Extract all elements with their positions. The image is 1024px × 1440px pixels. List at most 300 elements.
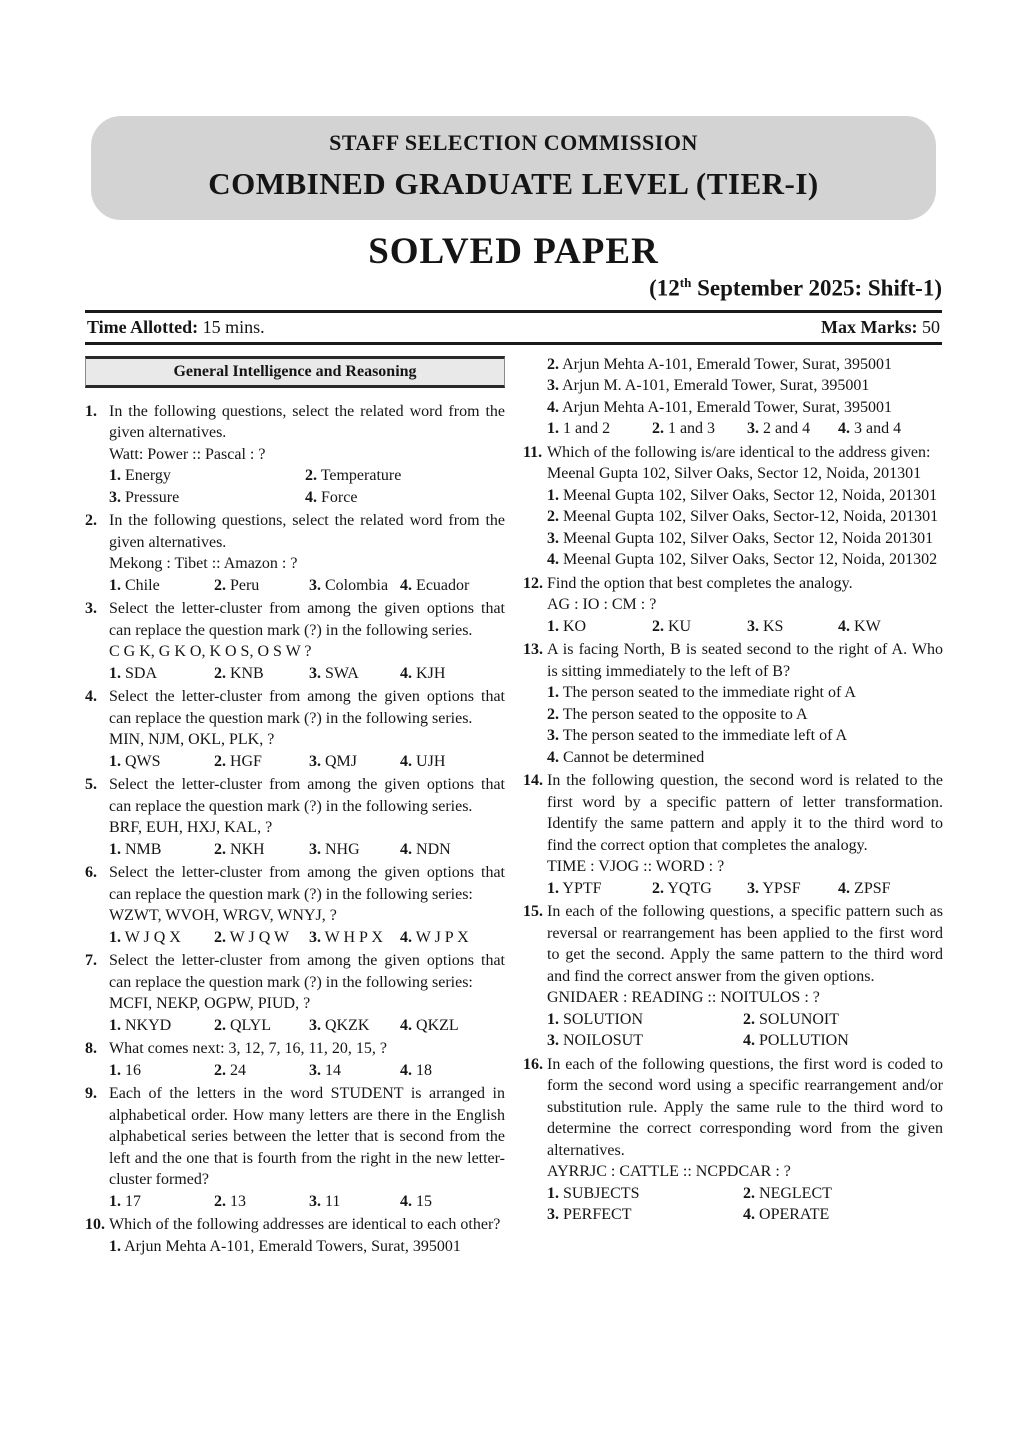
option-label: NMB [121, 840, 162, 858]
options-row [109, 663, 505, 685]
option [309, 663, 400, 685]
option [309, 751, 400, 773]
option-number: 2. [651, 617, 664, 635]
question-body [109, 862, 505, 948]
option-number: 1. [547, 420, 559, 438]
option-number: 2. [547, 508, 559, 526]
question-number [523, 354, 547, 440]
option-label: KNB [225, 664, 264, 682]
option-number: 3. [308, 1061, 321, 1079]
option-label: Temperature [317, 467, 402, 485]
exam-date [85, 275, 942, 302]
option-label: 13 [225, 1192, 246, 1210]
question-text: A is facing North, B is seated second to the right of A. Who is sitting immediately to the left of B? [547, 641, 943, 680]
option [838, 418, 943, 440]
question-stem: Meenal Gupta 102, Silver Oaks, Sector 12, Noida, 201301 [547, 465, 922, 483]
option-number: 4. [547, 398, 559, 416]
option-label: NHG [320, 840, 360, 858]
section-header: General Intelligence and Reasoning [85, 356, 505, 388]
option-number: 4. [400, 664, 413, 682]
question-text: Find the option that best completes the analogy. [547, 574, 853, 592]
option: 2. Arjun Mehta A-101, Emerald Tower, Surat, 395001 [547, 355, 892, 373]
option-label: YQTG [663, 879, 712, 897]
left-column [85, 354, 505, 1260]
options-row [547, 1183, 943, 1226]
time-allotted-label: Time Allotted: [87, 316, 199, 337]
option-number: 2. [213, 1061, 226, 1079]
option [743, 1030, 943, 1052]
question [85, 1038, 505, 1081]
option [109, 751, 214, 773]
right-column [523, 354, 943, 1260]
option-label: NDN [412, 840, 451, 858]
option [547, 1009, 743, 1031]
question-number: 16. [523, 1055, 543, 1073]
question-body [547, 573, 943, 638]
question [85, 1214, 505, 1257]
option [214, 663, 309, 685]
option-number: 2. [547, 355, 559, 373]
question-stem: WZWT, WVOH, WRGV, WNYJ, ? [109, 907, 337, 925]
option-label: QKZL [412, 1016, 459, 1034]
question [85, 598, 505, 684]
option-number: 1. [109, 1237, 121, 1255]
option-label: YPTF [559, 879, 602, 897]
question-number: 8. [85, 1040, 97, 1058]
question-body [109, 1214, 505, 1257]
option [309, 1060, 400, 1082]
option [400, 839, 505, 861]
options-row [109, 1060, 505, 1082]
option-label: Chile [121, 576, 160, 594]
page-content [0, 116, 1024, 1259]
question [85, 950, 505, 1036]
option-label: 1 and 3 [663, 420, 716, 438]
question-body [547, 770, 943, 899]
option-label: W J Q X [121, 928, 181, 946]
option [400, 1191, 505, 1213]
question [523, 354, 943, 440]
option [747, 418, 838, 440]
option-label: 24 [225, 1061, 246, 1079]
option-label: 16 [121, 1061, 141, 1079]
question-stem: Mekong : Tibet :: Amazon : ? [109, 555, 298, 573]
option-number: 2. [213, 752, 226, 770]
option [109, 927, 214, 949]
option [652, 616, 747, 638]
question-stem: TIME : VJOG :: WORD : ? [547, 858, 725, 876]
question-number: 14. [523, 772, 543, 790]
option [309, 1015, 400, 1037]
question-body [109, 950, 505, 1036]
option [109, 575, 214, 597]
option-label: NKH [225, 840, 265, 858]
question-number: 2. [85, 512, 97, 530]
option [838, 616, 943, 638]
question-number: 4. [85, 688, 97, 706]
header-banner [91, 116, 936, 220]
option-number: 3. [547, 727, 559, 745]
question-number: 12. [523, 574, 543, 592]
option-label: NOILOSUT [559, 1032, 643, 1050]
option-number: 2. [651, 420, 664, 438]
question-text: Which of the following addresses are identical to each other? [109, 1216, 501, 1234]
option: 3. Meenal Gupta 102, Silver Oaks, Sector 12, Noida 201301 [547, 529, 934, 547]
question-number: 7. [85, 952, 97, 970]
option: 1. Arjun Mehta A-101, Emerald Towers, Surat, 395001 [109, 1237, 461, 1255]
options-row [547, 1009, 943, 1052]
option-label: SOLUNOIT [755, 1010, 840, 1028]
option-label: HGF [225, 752, 262, 770]
option [109, 839, 214, 861]
option-number: 4. [305, 488, 318, 506]
question-body [109, 774, 505, 860]
option-label: ZPSF [850, 879, 891, 897]
option-label: SUBJECTS [559, 1184, 640, 1202]
option-number: 2. [213, 840, 226, 858]
question-text: Select the letter-cluster from among the given options that can replace the question mark (?) in the following series: [109, 864, 505, 903]
question-text: In each of the following questions, a specific pattern such as reversal or rearrangement has been applied to the first word to get the second. Apply the same pattern to the third word and find the correct answer from the given options. [547, 903, 943, 985]
question [523, 639, 943, 768]
question-stem: AYRRJC : CATTLE :: NCPDCAR : ? [547, 1163, 791, 1181]
option-number: 4. [547, 748, 559, 766]
option-label: 14 [320, 1061, 341, 1079]
option: 4. Cannot be determined [547, 748, 705, 766]
option [305, 465, 505, 487]
option-label: NEGLECT [755, 1184, 832, 1202]
option-number: 1. [547, 486, 559, 504]
option-number: 2. [743, 1010, 756, 1028]
option-label: OPERATE [755, 1206, 830, 1224]
option-number: 1. [109, 1061, 121, 1079]
option-label: QKZK [320, 1016, 370, 1034]
option-number: 2. [213, 928, 226, 946]
two-column-body [85, 354, 942, 1260]
option-number: 4. [838, 879, 851, 897]
question [523, 901, 943, 1052]
option-number: 4. [400, 576, 413, 594]
question-body [547, 354, 943, 440]
option-number: 3. [746, 617, 759, 635]
option-number: 4. [400, 1061, 413, 1079]
option-label: 1 and 2 [559, 420, 611, 438]
option-number: 4. [547, 551, 559, 569]
option [547, 1183, 743, 1205]
question-body [109, 1038, 505, 1081]
option [214, 751, 309, 773]
question [85, 862, 505, 948]
question-text: Select the letter-cluster from among the given options that can replace the question mark (?) in the following series. [109, 600, 505, 639]
option [400, 751, 505, 773]
option: 2. The person seated to the opposite to A [547, 705, 808, 723]
question-number: 10. [85, 1216, 105, 1234]
option-label: KU [663, 617, 692, 635]
question-stem: AG : IO : CM : ? [547, 596, 657, 614]
options-row [109, 465, 505, 508]
question-body [109, 401, 505, 509]
option [109, 1191, 214, 1213]
question-text: What comes next: 3, 12, 7, 16, 11, 20, 15, ? [109, 1040, 388, 1058]
option-number: 3. [308, 928, 321, 946]
option-label: 17 [121, 1192, 141, 1210]
option [743, 1009, 943, 1031]
option [214, 1015, 309, 1037]
max-marks-label: Max Marks: [821, 316, 918, 337]
option: 4. Arjun Mehta A-101, Emerald Tower, Surat, 395001 [547, 398, 892, 416]
option [652, 878, 747, 900]
option-label: W J P X [412, 928, 469, 946]
question-stem: GNIDAER : READING :: NOITULOS : ? [547, 989, 820, 1007]
option [547, 418, 652, 440]
option: 1. Meenal Gupta 102, Silver Oaks, Sector 12, Noida, 201301 [547, 486, 938, 504]
question [523, 770, 943, 899]
option-number: 3. [308, 1192, 321, 1210]
option-number: 1. [547, 617, 559, 635]
option-number: 1. [547, 684, 559, 702]
option-number: 4. [400, 1192, 413, 1210]
option [400, 927, 505, 949]
option [838, 878, 943, 900]
option-label: Pressure [121, 488, 180, 506]
option: 4. Meenal Gupta 102, Silver Oaks, Sector 12, Noida, 201302 [547, 551, 938, 569]
option [309, 575, 400, 597]
question-number: 9. [85, 1085, 97, 1103]
option-label: 15 [412, 1192, 433, 1210]
option-number: 3. [746, 879, 759, 897]
option-number: 3. [308, 752, 321, 770]
option-label: KS [758, 617, 784, 635]
option-label: QLYL [225, 1016, 271, 1034]
option-label: QMJ [320, 752, 357, 770]
options-row [109, 575, 505, 597]
question-text: In the following questions, select the related word from the given alternatives. [109, 512, 505, 551]
option-number: 3. [308, 664, 321, 682]
organization-title: STAFF SELECTION COMMISSION [329, 130, 698, 155]
option-label: POLLUTION [755, 1032, 849, 1050]
option [214, 927, 309, 949]
question-text: Which of the following is/are identical to the address given: [547, 443, 931, 461]
question [523, 442, 943, 571]
question [523, 1054, 943, 1226]
option-number: 2. [213, 1192, 226, 1210]
question-text: In the following question, the second word is related to the first word by a specific pattern of letter transformation. Identify the same pattern and apply it to the third word to find the correct option that completes the analogy. [547, 772, 943, 854]
option [305, 487, 505, 509]
question [85, 510, 505, 596]
option-label: KO [559, 617, 587, 635]
option-number: 1. [547, 879, 559, 897]
option-number: 1. [109, 1192, 121, 1210]
question [85, 686, 505, 772]
option-label: PERFECT [559, 1206, 632, 1224]
question-number: 3. [85, 600, 97, 618]
option-number: 3. [547, 1206, 559, 1224]
option [400, 1015, 505, 1037]
options-row [109, 1015, 505, 1037]
question [85, 1083, 505, 1212]
option-number: 4. [838, 617, 851, 635]
option [109, 1015, 214, 1037]
option [652, 418, 747, 440]
question-text: Select the letter-cluster from among the given options that can replace the question mark (?) in the following series: [109, 952, 505, 991]
option-number: 2. [213, 664, 226, 682]
question-stem: Watt: Power :: Pascal : ? [109, 445, 266, 463]
option-label: SOLUTION [559, 1010, 643, 1028]
option-number: 4. [838, 420, 851, 438]
option-number: 1. [109, 928, 121, 946]
date-ordinal: th [679, 275, 692, 290]
option [743, 1183, 943, 1205]
option-label: KJH [412, 664, 446, 682]
option-label: Peru [225, 576, 260, 594]
option-label: SWA [320, 664, 359, 682]
option-number: 1. [109, 752, 121, 770]
question [85, 774, 505, 860]
option-label: YPSF [758, 879, 801, 897]
option-number: 1. [109, 664, 121, 682]
option-label: QWS [121, 752, 161, 770]
option [109, 663, 214, 685]
option [747, 616, 838, 638]
option: 2. Meenal Gupta 102, Silver Oaks, Sector-12, Noida, 201301 [547, 508, 939, 526]
time-allotted [87, 317, 265, 338]
option-number: 2. [743, 1184, 756, 1202]
question-body [547, 1054, 943, 1226]
option [547, 1204, 743, 1226]
options-row [109, 927, 505, 949]
option-number: 4. [400, 840, 413, 858]
question-number: 5. [85, 776, 97, 794]
option-label: W J Q W [225, 928, 290, 946]
max-marks-value: 50 [917, 316, 940, 337]
question-body [109, 510, 505, 596]
option [214, 1191, 309, 1213]
question-text: Select the letter-cluster from among the given options that can replace the question mark (?) in the following series. [109, 776, 505, 815]
question-body [109, 598, 505, 684]
option-number: 2. [213, 1016, 226, 1034]
option [400, 1060, 505, 1082]
option-label: Ecuador [412, 576, 470, 594]
option-label: 11 [320, 1192, 341, 1210]
option: 3. Arjun M. A-101, Emerald Tower, Surat, 395001 [547, 377, 870, 395]
option-label: W H P X [320, 928, 383, 946]
option-number: 4. [743, 1032, 756, 1050]
date-prefix: (12 [649, 275, 680, 301]
time-marks-row [85, 310, 942, 345]
option-number: 3. [547, 1032, 559, 1050]
options-row [547, 616, 943, 638]
option-number: 3. [547, 529, 559, 547]
option-label: Colombia [320, 576, 389, 594]
option [547, 616, 652, 638]
option-label: SDA [121, 664, 158, 682]
question-body [547, 639, 943, 768]
option-number: 1. [109, 840, 121, 858]
question-number: 13. [523, 641, 543, 659]
option [309, 1191, 400, 1213]
option-label: 2 and 4 [758, 420, 811, 438]
option-number: 4. [743, 1206, 756, 1224]
option [309, 839, 400, 861]
option-number: 1. [547, 1010, 559, 1028]
option-number: 4. [400, 1016, 413, 1034]
question-text: In each of the following questions, the first word is coded to form the second word using a specific rearrangement and/or substitution rule. Apply the same rule to the third word to determine the correct corresponding word from the given alternatives. [547, 1055, 943, 1159]
question-body [109, 1083, 505, 1212]
option-number: 3. [308, 840, 321, 858]
option [400, 663, 505, 685]
question-text: Select the letter-cluster from among the given options that can replace the question mark (?) in the following series. [109, 688, 505, 727]
option-number: 2. [213, 576, 226, 594]
option-number: 4. [400, 928, 413, 946]
option-number: 1. [109, 1016, 121, 1034]
option-number: 2. [651, 879, 664, 897]
option [547, 878, 652, 900]
page-title: SOLVED PAPER [368, 231, 659, 272]
date-suffix: September 2025: Shift-1) [691, 275, 942, 301]
option [109, 1060, 214, 1082]
option-label: Energy [121, 467, 171, 485]
options-row [547, 418, 943, 440]
question-stem: C G K, G K O, K O S, O S W ? [109, 643, 312, 661]
question [85, 401, 505, 509]
option-number: 3. [746, 420, 759, 438]
option [109, 465, 305, 487]
question-body [547, 901, 943, 1052]
question-body [109, 686, 505, 772]
option-number: 1. [109, 467, 121, 485]
option-label: KW [850, 617, 881, 635]
option-label: Force [317, 488, 358, 506]
options-row [109, 1191, 505, 1213]
option [214, 1060, 309, 1082]
question-stem: MIN, NJM, OKL, PLK, ? [109, 731, 275, 749]
question-text: Each of the letters in the word STUDENT is arranged in alphabetical order. How many letters are there in the English alphabetical series between the letter that is second from the left and the one that is fourth from the right in the new letter-cluster formed? [109, 1085, 505, 1189]
question-text: In the following questions, select the related word from the given alternatives. [109, 402, 505, 442]
question [523, 573, 943, 638]
question-stem: BRF, EUH, HXJ, KAL, ? [109, 819, 273, 837]
option [400, 575, 505, 597]
option-number: 1. [547, 1184, 559, 1202]
time-allotted-value: 15 mins. [198, 316, 265, 337]
option-number: 2. [305, 467, 318, 485]
option-number: 3. [308, 1016, 321, 1034]
option [743, 1204, 943, 1226]
option [109, 487, 305, 509]
option [214, 575, 309, 597]
option-number: 2. [547, 705, 559, 723]
question-number: 15. [523, 903, 543, 921]
question-number: 1. [85, 402, 97, 420]
option [547, 1030, 743, 1052]
option-number: 4. [400, 752, 413, 770]
options-row [547, 878, 943, 900]
question-stem: MCFI, NEKP, OGPW, PIUD, ? [109, 995, 311, 1013]
option [747, 878, 838, 900]
option: 1. The person seated to the immediate right of A [547, 684, 856, 702]
max-marks [821, 317, 940, 338]
option [309, 927, 400, 949]
exam-title: COMBINED GRADUATE LEVEL (TIER-I) [208, 166, 819, 201]
options-row [109, 751, 505, 773]
option-label: NKYD [121, 1016, 172, 1034]
option-label: 3 and 4 [850, 420, 902, 438]
option-number: 3. [308, 576, 321, 594]
option-label: 18 [412, 1061, 433, 1079]
option-label: UJH [412, 752, 446, 770]
option-number: 3. [109, 488, 121, 506]
option: 3. The person seated to the immediate left of A [547, 727, 848, 745]
option [214, 839, 309, 861]
option-number: 3. [547, 377, 559, 395]
